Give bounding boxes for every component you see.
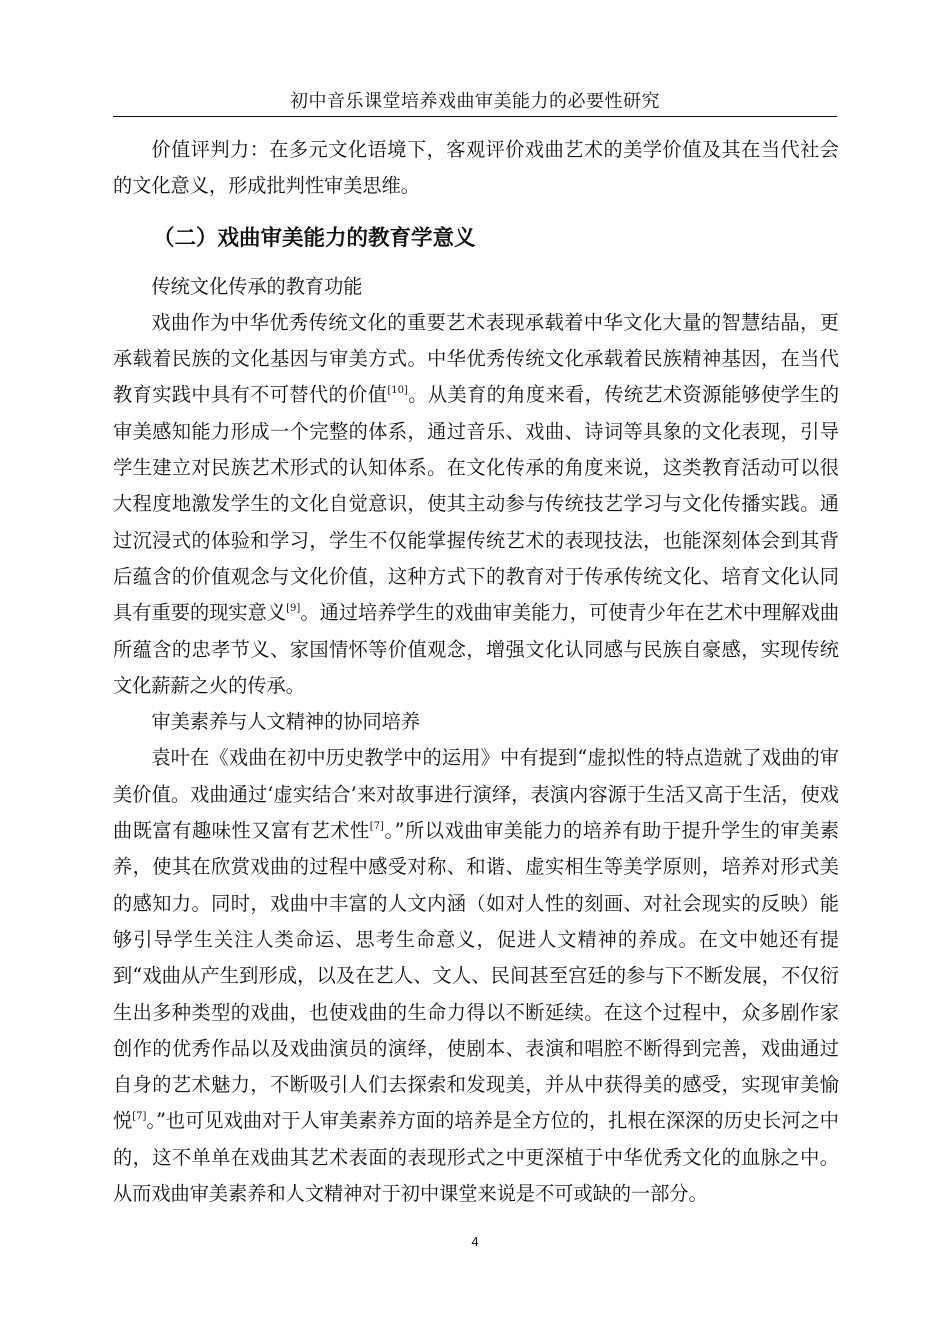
- paragraph-text: 。”也可见戏曲对于人审美素养方面的培养是全方位的，扎根在深深的历史长河之中的，这不单单在戏曲其艺术表面的表现形式之中更深植于中华优秀文化的血脉之中。从而戏曲审美素养和人文精神对于初中课堂来说是不可或缺的一部分。: [113, 1109, 839, 1206]
- citation-ref: [7]: [369, 821, 384, 833]
- paragraph-text: 。”所以戏曲审美能力的培养有助于提升学生的审美素养，使其在欣赏戏曲的过程中感受对称、和谐、虚实相生等美学原则，培养对形式美的感知力。同时，戏曲中丰富的人文内涵（如对人性的刻画、对社会现实的反映）能够引导学生关注人类命运、思考生命意义，促进人文精神的养成。在文中她还有提到“戏曲从产生到形成，以及在艺人、文人、民间甚至宫廷的参与下不断发展，不仅衍生出多种类型的戏曲，也使戏曲的生命力得以不断延续。在这个过程中，众多剧作家创作的优秀作品以及戏曲演员的演绎，使剧本、表演和唱腔不断得到完善，戏曲通过自身的艺术魅力，不断吸引人们去探索和发现美，并从中获得美的感受，实现审美愉悦: [113, 819, 840, 1133]
- paragraph-text: 戏曲作为中华优秀传统文化的重要艺术表现承载着中华文化大量的智慧结晶，更承载着民族的文化基因与审美方式。中华优秀传统文化承载着民族精神基因，在当代教育实践中具有不可替代的价值: [113, 310, 839, 407]
- paragraph-text: 。通过培养学生的戏曲审美能力，可使青少年在艺术中理解戏曲所蕴含的忠孝节义、家国情怀等价值观念，增强文化认同感与民族自豪感，实现传统文化薪薪之火的传承。: [113, 601, 840, 697]
- section-heading: （二）戏曲审美能力的教育学意义: [153, 225, 476, 251]
- paragraph-text: 。从美育的角度来看，传统艺术资源能够使学生的审美感知能力形成一个完整的体系，通过音乐、戏曲、诗词等具象的文化表现，引导学生建立对民族艺术形式的认知体系。在文化传承的角度来说，这类教育活动可以很大程度地激发学生的文化自觉意识，使其主动参与传统技艺学习与文化传播实践。通过沉浸式的体验和学习，学生不仅能掌握传统艺术的表现技法，也能深刻体会到其背后蕴含的价值观念与文化价值，这种方式下的教育对于传承传统文化、培育文化认同具有重要的现实意义: [113, 383, 840, 625]
- citation-ref: [10]: [387, 385, 408, 397]
- document-body: [113, 132, 839, 1212]
- citation-ref: [7]: [132, 1111, 147, 1123]
- page-number: 4: [471, 1234, 479, 1249]
- paragraph-value-judgment: 价值评判力：在多元文化语境下，客观评价戏曲艺术的美学价值及其在当代社会的文化意义，形成批判性审美思维。: [113, 138, 839, 198]
- subheading-aesthetic-humanistic: 审美素养与人文精神的协同培养: [151, 710, 421, 734]
- paragraph-cultural-heritage: [113, 305, 839, 704]
- citation-ref: [9]: [286, 603, 301, 615]
- running-header-title: 初中音乐课堂培养戏曲审美能力的必要性研究: [290, 91, 660, 112]
- paragraph-aesthetic-humanistic: [113, 740, 839, 1212]
- header-divider: [113, 116, 837, 117]
- paragraph-text: 袁叶在《戏曲在初中历史教学中的运用》中有提到“虚拟性的特点造就了戏曲的审美价值。戏曲通过‘虚实结合’来对故事进行演绎，表演内容源于生活又高于生活，使戏曲既富有趣味性又富有艺术性: [113, 746, 839, 843]
- subheading-cultural-heritage: 传统文化传承的教育功能: [151, 274, 363, 298]
